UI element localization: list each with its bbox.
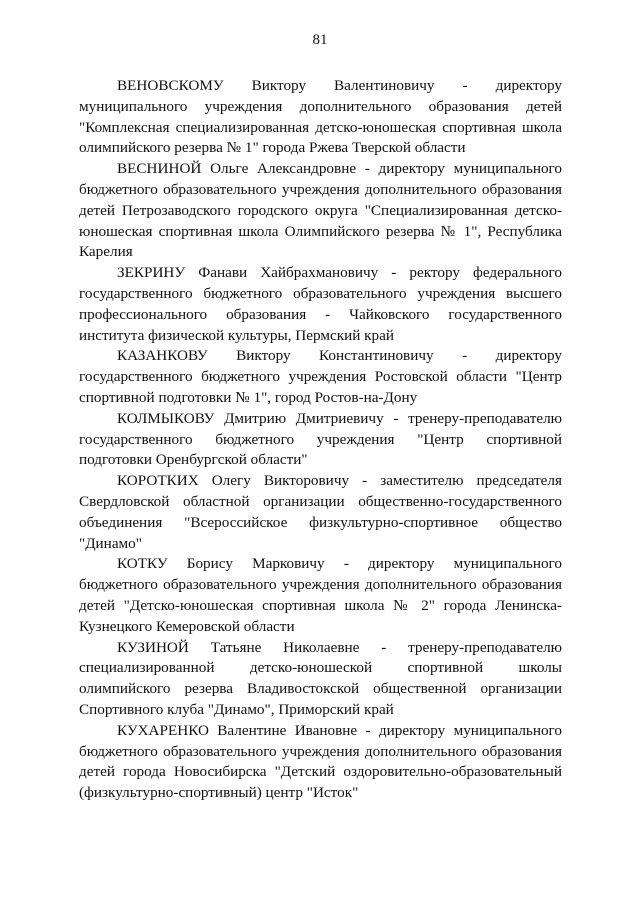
award-entry-kazankov: КАЗАНКОВУ Виктору Константиновичу - директору государственного бюджетного учреждения Ростовской области "Центр спортивной подготовки № 1", город Ростов-на-Дону bbox=[79, 347, 562, 406]
award-entry-kolmykov: КОЛМЫКОВУ Дмитрию Дмитриевичу - тренеру-преподавателю государственного бюджетного учреждения "Центр спортивной подготовки Оренбургской области" bbox=[79, 409, 562, 469]
award-entry-kuzina: КУЗИНОЙ Татьяне Николаевне - тренеру-преподавателю специализированной детско-юношеской спортивной школы олимпийского резерва Владивостокской общественной организации Спортивного клуба "Динамо", Приморский край bbox=[79, 638, 562, 718]
page-number: 81 bbox=[312, 32, 328, 48]
award-entry-kukharenko: КУХАРЕНКО Валентине Ивановне - директору муниципального бюджетного образовательного учреждения дополнительного образования детей города Новосибирска "Детский оздоровительно-образовательный (физкультурно-спортивный) центр "Исток" bbox=[79, 721, 562, 802]
award-entry-korotkikh: КОРОТКИХ Олегу Викторовичу - заместителю председателя Свердловской областной организации общественно-государственного объединения "Всероссийское физкультурно-спортивное общество "Динамо" bbox=[79, 472, 562, 552]
award-entry-venovsky: ВЕНОВСКОМУ Виктору Валентиновичу - директору муниципального учреждения дополнительного образования детей "Комплексная специализированная детско-юношеская спортивная школа олимпийского резерва № 1" города Ржева Тверской области bbox=[79, 77, 562, 157]
award-list bbox=[79, 76, 562, 804]
award-entry-kotko: КОТКУ Борису Марковичу - директору муниципального бюджетного образовательного учреждения дополнительного образования детей "Детско-юношеская спортивная школа № 2" города Ленинска-Кузнецкого Кемеровской области bbox=[79, 555, 562, 635]
award-entry-vesnina: ВЕСНИНОЙ Ольге Александровне - директору муниципального бюджетного образовательного учреждения дополнительного образования детей Петрозаводского городского округа "Специализированная детско-юношеская спортивная школа Олимпийского резерва № 1", Республика Карелия bbox=[79, 160, 562, 261]
award-entry-zekrin: ЗЕКРИНУ Фанави Хайбрахмановичу - ректору федерального государственного бюджетного образовательного учреждения высшего профессионального образования - Чайковского государственного института физической культуры, Пермский край bbox=[79, 264, 562, 344]
